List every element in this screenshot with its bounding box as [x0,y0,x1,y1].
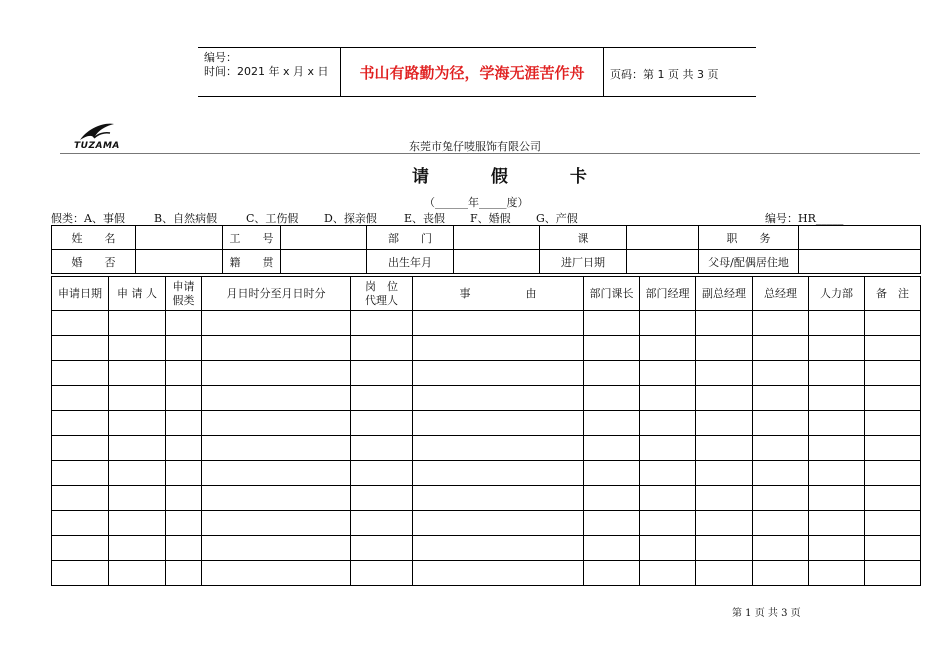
table-cell[interactable] [351,411,413,436]
value-cell[interactable] [281,226,367,250]
table-cell[interactable] [809,486,865,511]
table-cell[interactable] [753,561,809,586]
value-cell[interactable] [799,250,921,274]
table-cell[interactable] [52,361,109,386]
serial-label: 编号： [204,51,237,64]
table-cell[interactable] [413,436,584,461]
table-cell[interactable] [166,536,202,561]
label-cell: 父母/配偶居住地 [699,250,799,274]
leave-types [51,210,578,226]
table-cell[interactable] [166,386,202,411]
table-cell[interactable] [166,361,202,386]
table-cell[interactable] [584,436,640,461]
table-cell[interactable] [166,486,202,511]
table-cell[interactable] [413,386,584,411]
table-cell[interactable] [753,361,809,386]
table-cell[interactable] [202,411,351,436]
table-cell[interactable] [52,511,109,536]
table-cell[interactable] [865,336,921,361]
employee-info-table [51,225,921,274]
table-cell[interactable] [584,461,640,486]
label-cell: 职 务 [699,226,799,250]
table-cell[interactable] [109,561,166,586]
table-cell[interactable] [166,511,202,536]
table-cell[interactable] [166,461,202,486]
company-name: 东莞市兔仔唛服饰有限公司 [409,140,541,153]
table-row [52,336,921,361]
value-cell[interactable] [799,226,921,250]
table-cell[interactable] [753,386,809,411]
label-cell: 姓 名 [52,226,136,250]
table-cell[interactable] [351,436,413,461]
table-cell[interactable] [865,511,921,536]
table-cell[interactable] [413,311,584,336]
table-cell[interactable] [413,411,584,436]
table-cell[interactable] [413,336,584,361]
leave-type: D、探亲假 [324,212,377,225]
table-cell[interactable] [640,411,696,436]
info-row [52,226,921,250]
label-cell: 课 [540,226,627,250]
leave-record-table [51,276,921,586]
table-cell[interactable] [413,461,584,486]
table-cell[interactable] [413,536,584,561]
table-cell[interactable] [865,486,921,511]
table-cell[interactable] [413,561,584,586]
label-cell: 部 门 [367,226,454,250]
table-cell[interactable] [640,461,696,486]
column-header: 部门经理 [640,277,696,311]
table-cell[interactable] [351,311,413,336]
table-cell[interactable] [202,536,351,561]
table-cell[interactable] [640,561,696,586]
table-cell[interactable] [584,536,640,561]
table-cell[interactable] [52,311,109,336]
table-cell[interactable] [166,561,202,586]
table-cell[interactable] [640,511,696,536]
table-cell[interactable] [202,486,351,511]
table-cell[interactable] [351,461,413,486]
table-row [52,311,921,336]
table-cell[interactable] [202,561,351,586]
table-cell[interactable] [753,336,809,361]
table-cell[interactable] [109,511,166,536]
table-cell[interactable] [109,386,166,411]
table-cell[interactable] [865,461,921,486]
table-cell[interactable] [696,461,753,486]
table-cell[interactable] [753,461,809,486]
table-row [52,561,921,586]
table-cell[interactable] [696,336,753,361]
table-cell[interactable] [166,411,202,436]
table-cell[interactable] [809,536,865,561]
table-cell[interactable] [865,311,921,336]
table-cell[interactable] [584,386,640,411]
label-cell: 出生年月 [367,250,454,274]
table-cell[interactable] [166,436,202,461]
form-title: 请 假 卡 [412,167,615,187]
table-cell[interactable] [584,336,640,361]
value-cell[interactable] [281,250,367,274]
table-cell[interactable] [584,411,640,436]
table-cell[interactable] [351,561,413,586]
value-cell[interactable] [627,226,699,250]
year-line: （______年_____度） [424,196,529,209]
table-cell[interactable] [109,411,166,436]
table-row [52,386,921,411]
slogan: 书山有路勤为径，学海无涯苦作舟 [340,48,604,96]
table-cell[interactable] [809,511,865,536]
table-cell[interactable] [52,336,109,361]
table-cell[interactable] [52,536,109,561]
table-cell[interactable] [52,561,109,586]
leave-type: 假类：A、事假 [51,212,125,225]
table-cell[interactable] [109,486,166,511]
table-cell[interactable] [202,386,351,411]
table-cell[interactable] [640,486,696,511]
column-header: 副总经理 [696,277,753,311]
table-cell[interactable] [809,311,865,336]
table-cell[interactable] [202,336,351,361]
header-meta [204,51,329,79]
table-cell[interactable] [109,436,166,461]
column-header: 人力部 [809,277,865,311]
label-cell: 进厂日期 [540,250,627,274]
table-cell[interactable] [696,386,753,411]
time-label: 时间：2021 年 x 月 x 日 [204,65,329,78]
table-row [52,461,921,486]
table-cell[interactable] [696,411,753,436]
value-cell[interactable] [454,226,540,250]
table-row [52,536,921,561]
table-cell[interactable] [696,511,753,536]
table-cell[interactable] [52,411,109,436]
table-cell[interactable] [753,511,809,536]
table-cell[interactable] [865,436,921,461]
leave-type: F、婚假 [470,212,511,225]
table-cell[interactable] [696,436,753,461]
table-cell[interactable] [640,536,696,561]
table-cell[interactable] [696,536,753,561]
table-cell[interactable] [809,361,865,386]
column-header: 部门课长 [584,277,640,311]
table-row [52,486,921,511]
page-info: 页码：第 1 页 共 3 页 [610,68,719,81]
table-cell[interactable] [202,511,351,536]
table-cell[interactable] [809,561,865,586]
value-cell[interactable] [136,250,223,274]
table-cell[interactable] [696,561,753,586]
table-cell[interactable] [109,336,166,361]
table-cell[interactable] [696,361,753,386]
table-cell[interactable] [351,486,413,511]
table-cell[interactable] [52,486,109,511]
table-cell[interactable] [202,461,351,486]
table-cell[interactable] [202,311,351,336]
table-cell[interactable] [584,511,640,536]
table-cell[interactable] [696,486,753,511]
column-header: 申请 假类 [166,277,202,311]
table-cell[interactable] [865,361,921,386]
table-cell[interactable] [109,461,166,486]
label-cell: 籍 贯 [223,250,281,274]
serial-no: 编号：HR_____ [765,212,844,225]
table-cell[interactable] [753,411,809,436]
table-cell[interactable] [351,361,413,386]
table-cell[interactable] [202,436,351,461]
table-row [52,436,921,461]
table-cell[interactable] [166,311,202,336]
header-rule [60,153,920,154]
table-cell[interactable] [202,361,351,386]
leave-type: E、丧假 [404,212,446,225]
label-cell: 婚 否 [52,250,136,274]
table-cell[interactable] [413,486,584,511]
column-header: 申 请 人 [109,277,166,311]
table-cell[interactable] [351,511,413,536]
table-cell[interactable] [640,361,696,386]
table-cell[interactable] [809,411,865,436]
table-cell[interactable] [413,511,584,536]
table-cell[interactable] [696,311,753,336]
table-cell[interactable] [52,436,109,461]
column-header: 总经理 [753,277,809,311]
table-cell[interactable] [809,436,865,461]
column-header: 备 注 [865,277,921,311]
table-cell[interactable] [413,361,584,386]
table-cell[interactable] [640,436,696,461]
table-cell[interactable] [584,361,640,386]
table-header-row [52,277,921,311]
column-header: 岗 位 代理人 [351,277,413,311]
table-cell[interactable] [865,386,921,411]
table-cell[interactable] [584,486,640,511]
value-cell[interactable] [627,250,699,274]
leave-type: G、产假 [536,212,578,225]
table-cell[interactable] [865,536,921,561]
table-cell[interactable] [753,311,809,336]
table-cell[interactable] [109,361,166,386]
table-cell[interactable] [584,311,640,336]
table-cell[interactable] [351,386,413,411]
page-footer: 第 1 页 共 3 页 [732,608,801,619]
table-cell[interactable] [809,461,865,486]
table-cell[interactable] [584,561,640,586]
table-cell[interactable] [753,536,809,561]
value-cell[interactable] [136,226,223,250]
leave-type: C、工伤假 [246,212,299,225]
table-cell[interactable] [809,336,865,361]
table-cell[interactable] [109,536,166,561]
table-cell[interactable] [753,486,809,511]
table-cell[interactable] [166,336,202,361]
table-cell[interactable] [809,386,865,411]
column-header: 月日时分至月日时分 [202,277,351,311]
document-header [198,47,756,97]
column-header: 申请日期 [52,277,109,311]
table-cell[interactable] [753,436,809,461]
table-cell[interactable] [52,461,109,486]
logo-text: TUZAMA [74,141,120,151]
column-header: 事 由 [413,277,584,311]
table-cell[interactable] [109,311,166,336]
table-cell[interactable] [52,386,109,411]
info-row [52,250,921,274]
label-cell: 工 号 [223,226,281,250]
table-cell[interactable] [865,561,921,586]
table-cell[interactable] [351,536,413,561]
table-row [52,411,921,436]
table-cell[interactable] [865,411,921,436]
leave-type: B、自然病假 [154,212,218,225]
table-cell[interactable] [351,336,413,361]
table-cell[interactable] [640,336,696,361]
table-row [52,361,921,386]
table-row [52,511,921,536]
value-cell[interactable] [454,250,540,274]
table-cell[interactable] [640,311,696,336]
table-cell[interactable] [640,386,696,411]
